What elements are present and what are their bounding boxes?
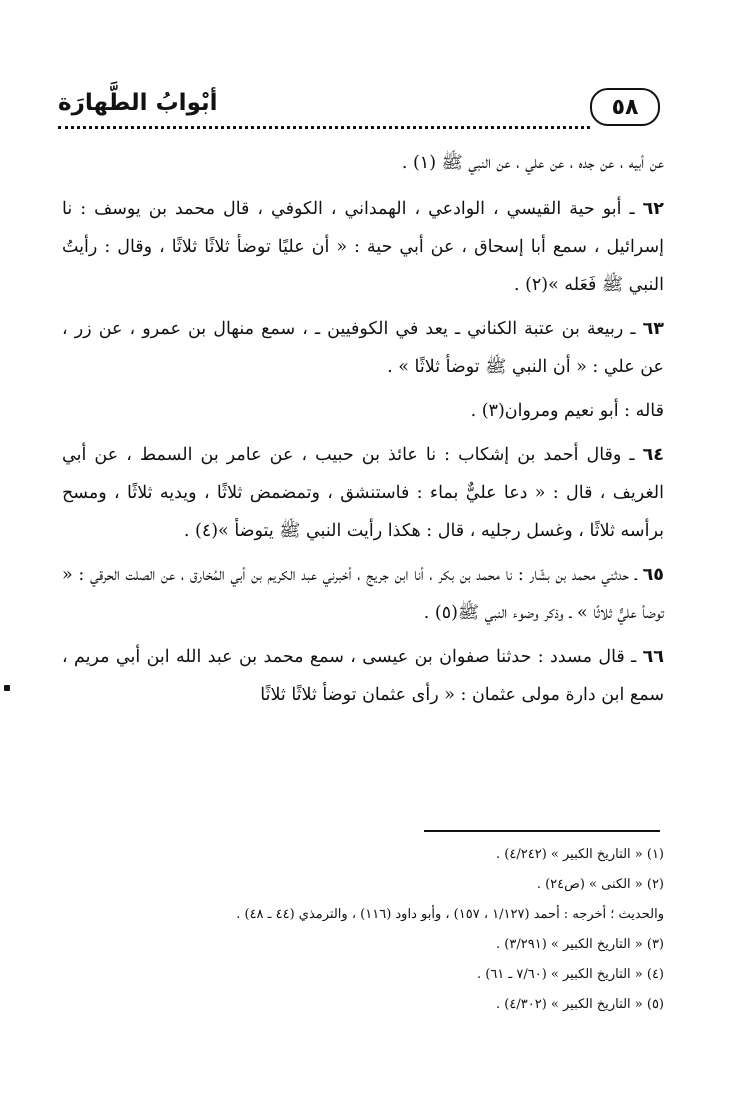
attribution-line (62, 392, 664, 430)
paragraph-text: ـ حدثني محمد بن بشّار : نا محمد بن بكر ، أنا ابن جريج ، أخبرني عبد الكريم بن أبي المُخارق ، عن الصلت الحرقي : « توضأ عليٌّ ثلاثًا » ـ وذكر وضوء النبي ﷺ(٥) . (62, 565, 664, 623)
main-text (62, 144, 664, 720)
footnote: (٢) « الكنى » (ص٢٤) . (536, 877, 664, 892)
page-number (590, 88, 660, 126)
paragraph-text: ـ أبو حية القيسي ، الوادعي ، الهمداني ، الكوفي ، قال محمد بن يوسف : نا إسرائيل ، سمع أبا إسحاق ، عن أبي حية : « أن عليًا توضأ ثلاثًا ثلاثًا ، وقال : رأيتُ النبي ﷺ فَعَله »(٢) . (62, 199, 664, 295)
paragraph-text: عن أبيه ، عن جده ، عن علي ، عن النبي ﷺ (١) . (401, 153, 664, 173)
paragraph-text: ـ ربيعة بن عتبة الكناني ـ يعد في الكوفيين ـ ، سمع منهال بن عمرو ، عن زر ، عن علي : « أن النبي ﷺ توضأ ثلاثًا » . (62, 319, 664, 377)
paragraph-continued (62, 144, 664, 182)
hadith-number: ٦٥ (642, 565, 664, 585)
footnote: والحديث ؛ أخرجه : أحمد (١/١٢٧ ، ١٥٧) ، وأبو داود (١١٦) ، والترمذي (٤٤ ـ ٤٨) . (236, 907, 664, 922)
footnote: (٥) « التاريخ الكبير » (٤/٣٠٢) . (496, 997, 664, 1012)
hadith-66 (62, 638, 664, 714)
hadith-62 (62, 190, 664, 304)
paragraph-text: ـ وقال أحمد بن إشكاب : نا عائذ بن حبيب ، عن عامر بن السمط ، عن أبي الغريف ، قال : « دعا عليٌّ بماء : فاستنشق ، وتمضمض ثلاثًا ، ويديه ثلاثًا ، ومسح برأسه ثلاثًا ، وغسل رجليه ، قال : هكذا رأيت النبي ﷺ يتوضأ »(٤) . (62, 445, 664, 541)
hadith-65 (62, 556, 664, 632)
margin-mark (4, 685, 10, 691)
paragraph-text: ـ قال مسدد : حدثنا صفوان بن عيسى ، سمع محمد بن عبد الله ابن أبي مريم ، سمع ابن دارة مولى عثمان : « رأى عثمان توضأ ثلاثًا ثلاثًا (62, 647, 664, 705)
hadith-number: ٦٣ (642, 319, 664, 339)
hadith-64 (62, 436, 664, 550)
hadith-number: ٦٢ (642, 199, 664, 219)
header-divider (58, 126, 590, 129)
footnote: (٤) « التاريخ الكبير » (٧/٦٠ ـ ٦١) . (476, 967, 664, 982)
hadith-63 (62, 310, 664, 386)
footnote: (١) « التاريخ الكبير » (٤/٢٤٢) . (496, 847, 664, 862)
page-number-text: ٥٨ (611, 94, 639, 120)
chapter-title: أبْوابُ الطَّهارَة (58, 90, 218, 116)
footnotes (62, 840, 664, 1020)
page-header (58, 86, 660, 134)
hadith-number: ٦٤ (642, 445, 664, 465)
paragraph-text: قاله : أبو نعيم ومروان(٣) . (470, 401, 664, 421)
hadith-number: ٦٦ (642, 647, 664, 667)
footnote-divider (424, 830, 660, 832)
footnote: (٣) « التاريخ الكبير » (٣/٢٩١) . (496, 937, 664, 952)
